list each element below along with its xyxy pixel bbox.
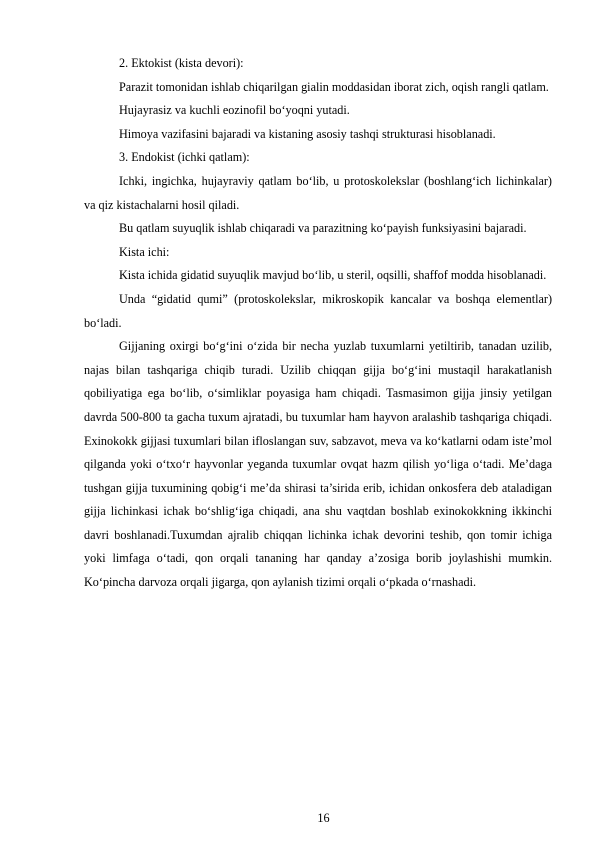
heading-endokist: 3. Endokist (ichki qatlam): <box>119 150 250 165</box>
paragraph-ektokist-function: Himoya vazifasini bajaradi va kistaning asosiy tashqi strukturasi hisoblanadi. <box>119 126 496 141</box>
paragraph-gidatid-suyuqlik: Kista ichida gidatid suyuqlik mavjud bo‘lib, u steril, oqsilli, shaffof modda hisoblanadi. <box>119 268 547 283</box>
heading-kista-ichi: Kista ichi: <box>119 244 170 259</box>
paragraph-ektokist-description: Parazit tomonidan ishlab chiqarilgan gialin moddasidan iborat zich, oqish rangli qatlam. <box>119 79 549 94</box>
page-number: 16 <box>317 811 330 825</box>
paragraph-life-cycle: Gijjaning oxirgi bo‘g‘ini o‘zida bir necha yuzlab tuxumlarni yetiltirib, tanadan uzilib, najas bilan tashqariga chiqib turadi. Uzilib chiqqan gijja bo‘g‘ini mustaqil harakatlanish qobiliyatiga ega bo‘lib, o‘simliklar poyasiga ham chiqadi. Tasmasimon gijja jinsiy yetilgan davrda 500-800 ta gacha tuxum ajratadi, bu tuxumlar ham hayvon aralashib tashqariga chiqadi. Exinokokk gijjasi tuxumlari bilan ifloslangan suv, sabzavot, meva va ko‘katlarni odam iste’mol qilganda yoki o‘txo‘r hayvonlar yeganda tuxumlar ovqat hazm qilish yo‘liga o‘tadi. Me’daga tushgan gijja tuxumining qobig‘i me’da shirasi ta’sirida erib, ichidan onkosfera deb ataladigan gijja lichinkasi ichak bo‘shlig‘iga chiqadi, ana shu vaqtdan boshlab exinokokkning ikkinchi davri boshlanadi.Tuxumdan ajralib chiqqan lichinka ichak devorini teshib, qon tomir ichiga yoki limfaga o‘tadi, qon orqali tananing har qanday a’zosiga borib joylashishi mumkin. Ko‘pincha darvoza orqali jigarga, qon aylanish tizimi orqali o‘pkada o‘rnashadi. <box>84 339 552 590</box>
document-body <box>84 52 552 595</box>
heading-ektokist: 2. Ektokist (kista devori): <box>119 56 244 70</box>
paragraph-endokist-function: Bu qatlam suyuqlik ishlab chiqaradi va parazitning ko‘payish funksiyasini bajaradi. <box>119 221 527 236</box>
paragraph-endokist-description: Ichki, ingichka, hujayraviy qatlam bo‘lib, u protoskolekslar (boshlang‘ich lichinkalar) va qiz kistachalarni hosil qiladi. <box>84 173 552 212</box>
paragraph-ektokist-staining: Hujayrasiz va kuchli eozinofil bo‘yoqni yutadi. <box>119 103 350 118</box>
paragraph-gidatid-qumi: Unda “gidatid qumi” (protoskolekslar, mikroskopik kancalar va boshqa elementlar) bo‘ladi. <box>84 291 552 330</box>
